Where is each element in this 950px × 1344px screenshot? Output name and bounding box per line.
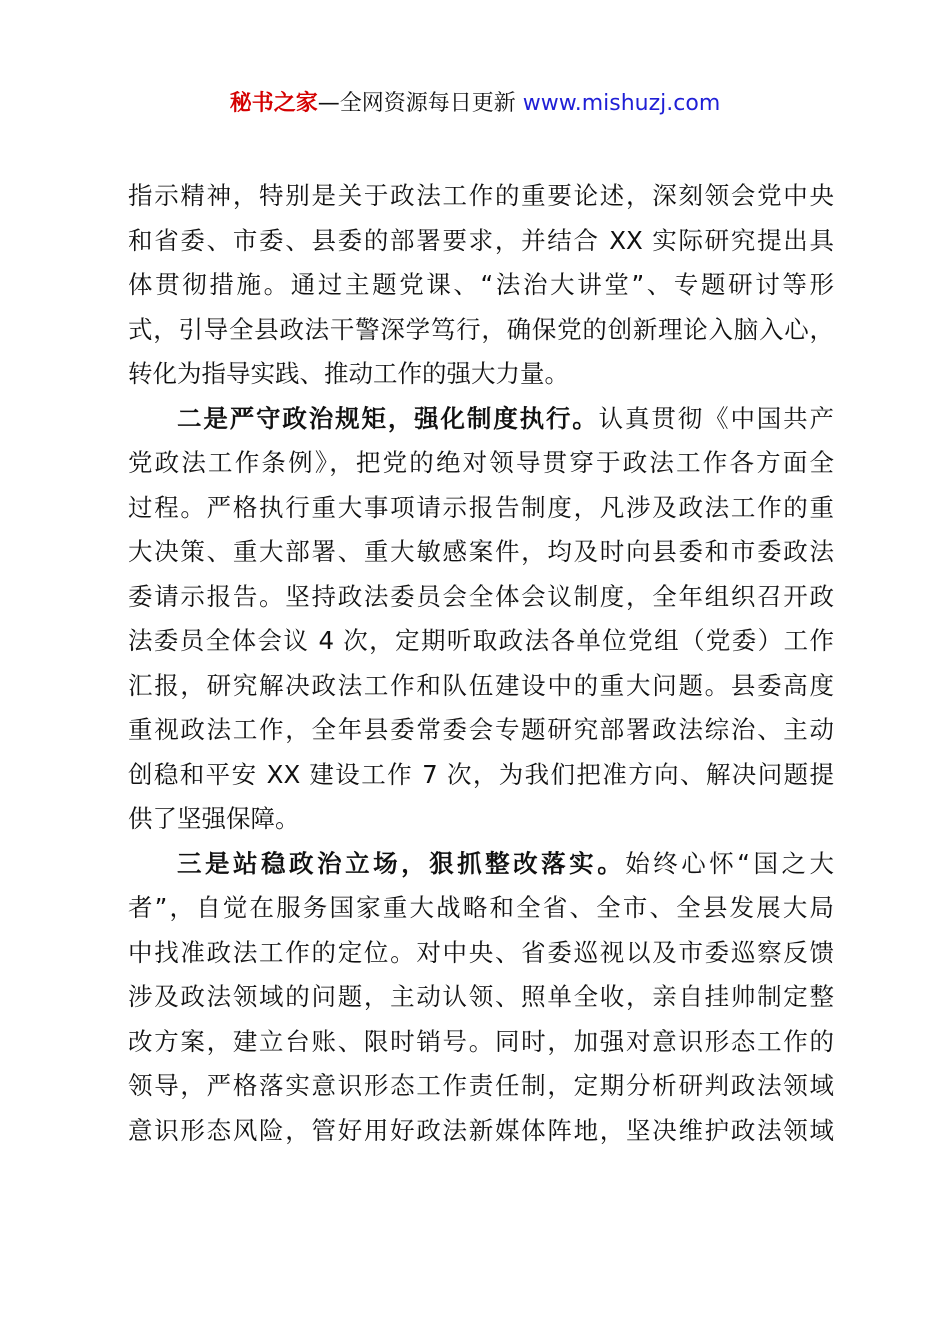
text-line: 涉及政法领域的问题，主动认领、照单全收，亲自挂帅制定整 xyxy=(128,982,834,1011)
text-line: 重视政法工作，全年县委常委会专题研究部署政法综治、主动 xyxy=(128,715,834,744)
text-line xyxy=(128,842,834,887)
text-line: 大决策、重大部署、重大敏感案件，均及时向县委和市委政法 xyxy=(128,537,834,566)
text-line: 和省委、市委、县委的部署要求，并结合 XX 实际研究提出具 xyxy=(128,225,834,255)
page-header xyxy=(0,88,950,120)
text-line: 供了坚强保障。 xyxy=(128,804,300,833)
text-line: 改方案，建立台账、限时销号。同时，加强对意识形态工作的 xyxy=(128,1026,834,1056)
paragraph-heading: 三是站稳政治立场，狠抓整改落实。 xyxy=(177,848,626,878)
header-brand: 秘书之家 xyxy=(229,91,318,116)
text-line: 指示精神，特别是关于政法工作的重要论述，深刻领会党中央 xyxy=(128,181,834,210)
text-line: 中找准政法工作的定位。对中央、省委巡视以及市委巡察反馈 xyxy=(128,937,834,967)
text-line: 法委员全体会议 4 次，定期听取政法各单位党组（党委）工作 xyxy=(128,626,834,655)
text-line: 过程。严格执行重大事项请示报告制度，凡涉及政法工作的重 xyxy=(128,492,834,522)
text-line: 委请示报告。坚持政法委员会全体会议制度，全年组织召开政 xyxy=(128,581,834,611)
text-line xyxy=(128,397,834,442)
text-line: 领导，严格落实意识形态工作责任制，定期分析研判政法领域 xyxy=(128,1071,834,1100)
header-tagline: —全网资源每日更新 xyxy=(317,91,523,116)
document-body xyxy=(128,174,834,1153)
text-line: 意识形态风险，管好用好政法新媒体阵地，坚决维护政法领域 xyxy=(128,1115,834,1145)
paragraph-text: 始终心怀“国之大 xyxy=(625,848,835,878)
text-line: 式，引导全县政法干警深学笃行，确保党的创新理论入脑入心， xyxy=(128,314,834,344)
text-line: 转化为指导实践、推动工作的强大力量。 xyxy=(128,359,569,388)
paragraph-3 xyxy=(128,842,834,1154)
text-line: 汇报，研究解决政法工作和队伍建设中的重大问题。县委高度 xyxy=(128,670,834,700)
text-line: 体贯彻措施。通过主题党课、“法治大讲堂”、专题研讨等形 xyxy=(128,270,834,299)
paragraph-2 xyxy=(128,397,834,842)
paragraph-text: 认真贯彻《中国共产 xyxy=(598,403,835,433)
text-line: 者”，自觉在服务国家重大战略和全省、全市、全县发展大局 xyxy=(128,893,834,922)
paragraph-1 xyxy=(128,174,834,397)
text-line: 党政法工作条例》，把党的绝对领导贯穿于政法工作各方面全 xyxy=(128,448,834,477)
header-url-link[interactable]: www.mishuzj.com xyxy=(522,91,721,116)
paragraph-heading: 二是严守政治规矩，强化制度执行。 xyxy=(177,403,599,433)
text-line: 创稳和平安 XX 建设工作 7 次，为我们把准方向、解决问题提 xyxy=(128,759,834,789)
